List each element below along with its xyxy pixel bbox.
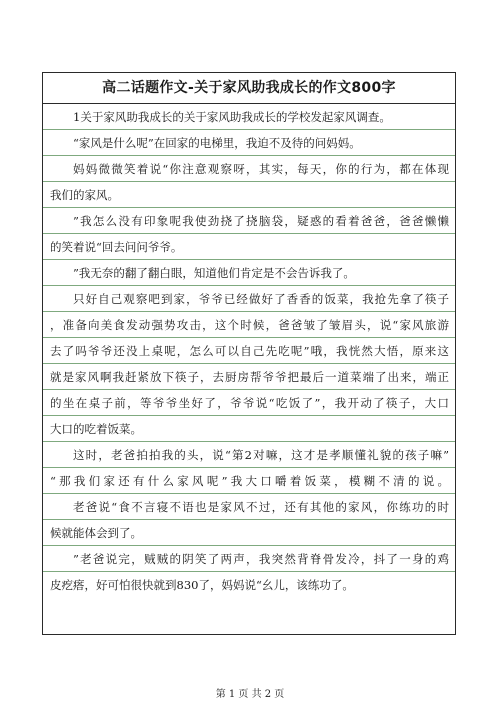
text-line: 皮疙瘩，好可怕很快就到830了，妈妈说“幺儿，该练功了。 [50,578,354,592]
document-title: 高二话题作文-关于家风助我成长的作文800字 [43,73,455,104]
text-line: ，准备向美食发动强势攻击，这个时候，爸爸皱了皱眉头，说“家风旅游 [43,312,455,338]
text-line: 我们的家风。 [43,182,455,208]
text-line: 去了吗爷爷还没上桌呢，怎么可以自己先吃呢”哦，我恍然大悟，原来这 [43,338,455,364]
text-line: 老爸说“食不言寝不语也是家风不过，还有其他的家风，你练功的时 [43,494,455,520]
document-body [43,104,455,598]
text-line: 的笑着说“回去问问爷爷。 [43,234,455,260]
text-line: 就是家风啊我赶紧放下筷子，去厨房帮爷爷把最后一道菜端了出来，端正 [43,364,455,390]
text-line: 只好自己观察吧到家，爷爷已经做好了香香的饭菜，我抢先拿了筷子 [43,286,455,312]
text-line: 的坐在桌子前，等爷爷坐好了，爷爷说“吃饭了”，我开动了筷子，大口 [43,390,455,416]
text-line: 妈妈微微笑着说“你注意观察呀，其实，每天，你的行为，都在体现 [43,156,455,182]
text-line: “那我们家还有什么家风呢”我大口嚼着饭菜，模糊不清的说。 [43,468,455,494]
text-line: “家风是什么呢”在回家的电梯里，我迫不及待的问妈妈。 [43,130,455,156]
text-line: ”我无奈的翻了翻白眼，知道他们肯定是不会告诉我了。 [43,260,455,286]
text-line: ”我怎么没有印象呢我使劲挠了挠脑袋，疑惑的看着爸爸，爸爸懒懒 [43,208,455,234]
text-line: 大口的吃着饭菜。 [43,416,455,442]
text-line: 候就能体会到了。 [43,520,455,546]
document-table [42,72,456,635]
text-line: 这时，老爸拍拍我的头，说“第2对嘛，这才是孝顺懂礼貌的孩子嘛” [43,442,455,468]
text-line: ”老爸说完，贼贼的阴笑了两声，我突然背脊骨发冷，抖了一身的鸡 [43,546,455,572]
text-line: 1关于家风助我成长的关于家风助我成长的学校发起家风调查。 [43,104,455,130]
page-footer: 第 1 页 共 2 页 [215,689,285,700]
